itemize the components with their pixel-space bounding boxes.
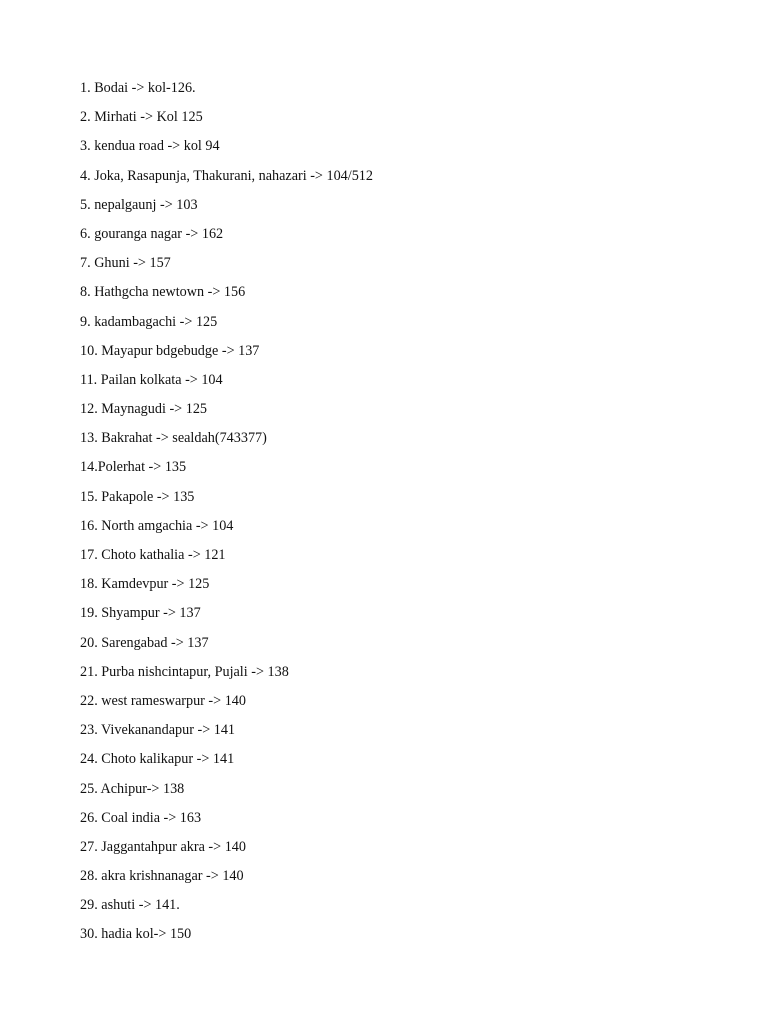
list-item: 23. Vivekanandapur -> 141 bbox=[80, 722, 236, 739]
list-item: 10. Mayapur bdgebudge -> 137 bbox=[80, 342, 260, 359]
list-item: 13. Bakrahat -> sealdah(743377) bbox=[80, 430, 267, 447]
list-item: 26. Coal india -> 163 bbox=[80, 809, 202, 826]
list-item: 27. Jaggantahpur akra -> 140 bbox=[80, 838, 246, 855]
list-item: 6. gouranga nagar -> 162 bbox=[80, 225, 224, 242]
list-item: 30. hadia kol-> 150 bbox=[80, 926, 192, 943]
list-item: 14.Polerhat -> 135 bbox=[80, 459, 187, 476]
list-item: 16. North amgachia -> 104 bbox=[80, 517, 234, 534]
list-item: 5. nepalgaunj -> 103 bbox=[80, 196, 198, 213]
list-item: 9. kadambagachi -> 125 bbox=[80, 313, 218, 330]
list-item: 8. Hathgcha newtown -> 156 bbox=[80, 284, 246, 301]
list-item: 20. Sarengabad -> 137 bbox=[80, 634, 209, 651]
list-item: 11. Pailan kolkata -> 104 bbox=[80, 371, 223, 388]
list-item: 7. Ghuni -> 157 bbox=[80, 255, 171, 272]
list-item: 15. Pakapole -> 135 bbox=[80, 488, 195, 505]
list-item: 18. Kamdevpur -> 125 bbox=[80, 576, 210, 593]
location-list bbox=[80, 78, 373, 954]
list-item: 1. Bodai -> kol-126. bbox=[80, 80, 196, 96]
list-item: 17. Choto kathalia -> 121 bbox=[80, 547, 226, 563]
list-item: 24. Choto kalikapur -> 141 bbox=[80, 751, 235, 768]
list-item: 29. ashuti -> 141. bbox=[80, 897, 180, 914]
list-item: 12. Maynagudi -> 125 bbox=[80, 401, 208, 418]
list-item: 2. Mirhati -> Kol 125 bbox=[80, 109, 203, 126]
list-item: 21. Purba nishcintapur, Pujali -> 138 bbox=[80, 663, 289, 680]
list-item: 22. west rameswarpur -> 140 bbox=[80, 692, 246, 709]
list-item: 28. akra krishnanagar -> 140 bbox=[80, 868, 244, 885]
list-item: 4. Joka, Rasapunja, Thakurani, nahazari -> 104/512 bbox=[80, 167, 373, 184]
list-item: 19. Shyampur -> 137 bbox=[80, 605, 201, 622]
list-item: 3. kendua road -> kol 94 bbox=[80, 138, 220, 155]
list-item: 25. Achipur-> 138 bbox=[80, 780, 185, 797]
